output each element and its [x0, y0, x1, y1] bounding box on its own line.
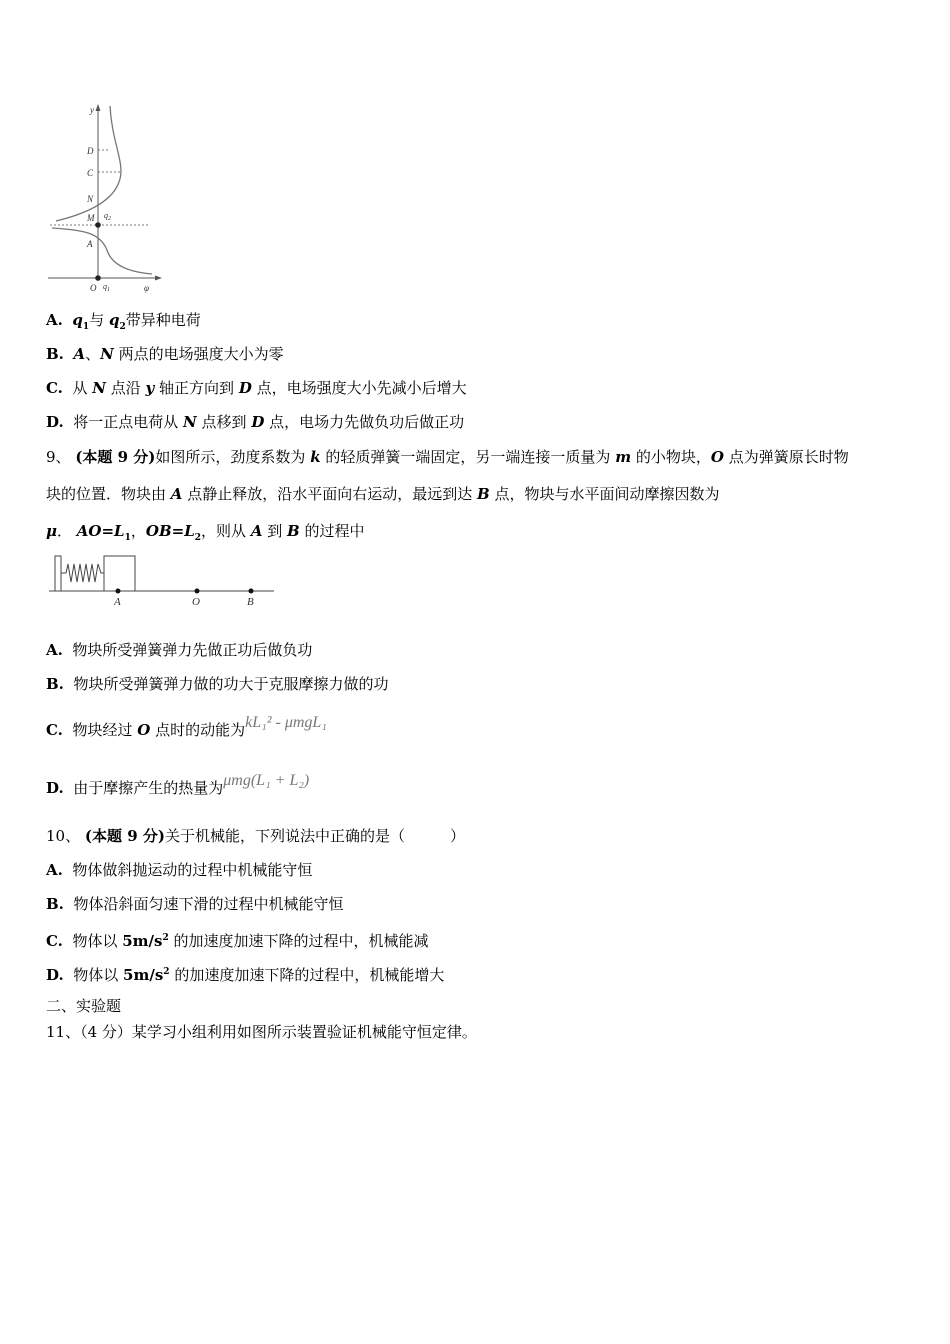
- q10-option-a: A. 物体做斜抛运动的过程中机械能守恒: [46, 861, 313, 879]
- q10-option-c: C. 物体以 $5m/s^2$ 的加速度加速下降的过程中，机械能减: [46, 932, 429, 950]
- q9-option-a: A. 物块所受弹簧弹力先做正功后做负功: [46, 641, 313, 659]
- point-b: [249, 589, 254, 594]
- block: [104, 556, 135, 591]
- spring: [61, 564, 104, 582]
- q10-stem: 10、 (本题 9 分)关于机械能，下列说法中正确的是（ ）: [46, 827, 465, 845]
- potential-curve-lower: [52, 228, 152, 274]
- label-o: O: [192, 596, 200, 608]
- q9-option-d: D. 由于摩擦产生的热量为μmg(L₁ + L₂): [46, 772, 310, 797]
- point-a: [116, 589, 121, 594]
- q8-option-b: B. A、N 两点的电场强度大小为零: [46, 345, 284, 363]
- q9-stem-line3: μ． $AO=L_1$，$OB=L_2$，则从 A 到 B 的过程中: [46, 522, 365, 543]
- q9-option-c: C. 物块经过 O 点时的动能为kL₁² - μmgL₁: [46, 714, 327, 739]
- label-b: B: [247, 596, 254, 608]
- q9-stem-line2: 块的位置．物块由 A 点静止释放，沿水平面向右运动，最远到达 B 点，物块与水平面间动摩擦因数为: [46, 485, 720, 503]
- label-o: O: [90, 283, 97, 293]
- q8-option-c: C. 从 N 点沿 y 轴正方向到 D 点，电场强度大小先减小后增大: [46, 379, 467, 397]
- label-a: A: [87, 239, 93, 249]
- wall: [55, 556, 61, 591]
- q1-charge-dot: [95, 275, 101, 281]
- formula-heat: μmg(L₁ + L₂): [223, 772, 310, 789]
- q8-option-a: A. $q_1$与 $q_2$带异种电荷: [46, 311, 201, 332]
- formula-kinetic-energy: kL₁² - μmgL₁: [245, 714, 327, 731]
- label-a: A: [114, 596, 121, 608]
- q9-stem-line1: 9、 (本题 9 分)如图所示，劲度系数为 k 的轻质弹簧一端固定，另一端连接一质量为 m 的小物块，O 点为弹簧原长时物: [46, 448, 849, 466]
- q8-option-d: D. 将一正点电荷从 N 点移到 D 点，电场力先做负功后做正功: [46, 413, 465, 431]
- q10-option-b: B. 物体沿斜面匀速下滑的过程中机械能守恒: [46, 895, 344, 913]
- y-axis-label: y: [90, 105, 94, 115]
- label-n: N: [87, 194, 94, 204]
- section-title: 二、实验题: [46, 997, 122, 1015]
- phi-axis-arrow: [155, 276, 162, 281]
- label-d: D: [87, 146, 94, 156]
- q9-option-b: B. 物块所受弹簧弹力做的功大于克服摩擦力做的功: [46, 675, 389, 693]
- phi-axis-label: φ: [144, 283, 149, 293]
- label-q2: $q_2$: [104, 211, 111, 222]
- q2-charge-dot: [95, 222, 101, 228]
- q11-stem: 11、（4 分）某学习小组利用如图所示装置验证机械能守恒定律。: [46, 1023, 477, 1041]
- label-m: M: [87, 213, 95, 223]
- label-q1: $q_1$: [103, 282, 110, 293]
- q10-option-d: D. 物体以 $5m/s^2$ 的加速度加速下降的过程中，机械能增大: [46, 966, 445, 984]
- y-axis-arrow: [96, 104, 101, 111]
- phi-y-graph-figure: [40, 100, 170, 296]
- label-c: C: [87, 168, 94, 178]
- spring-block-figure: [46, 552, 278, 612]
- point-o: [195, 589, 200, 594]
